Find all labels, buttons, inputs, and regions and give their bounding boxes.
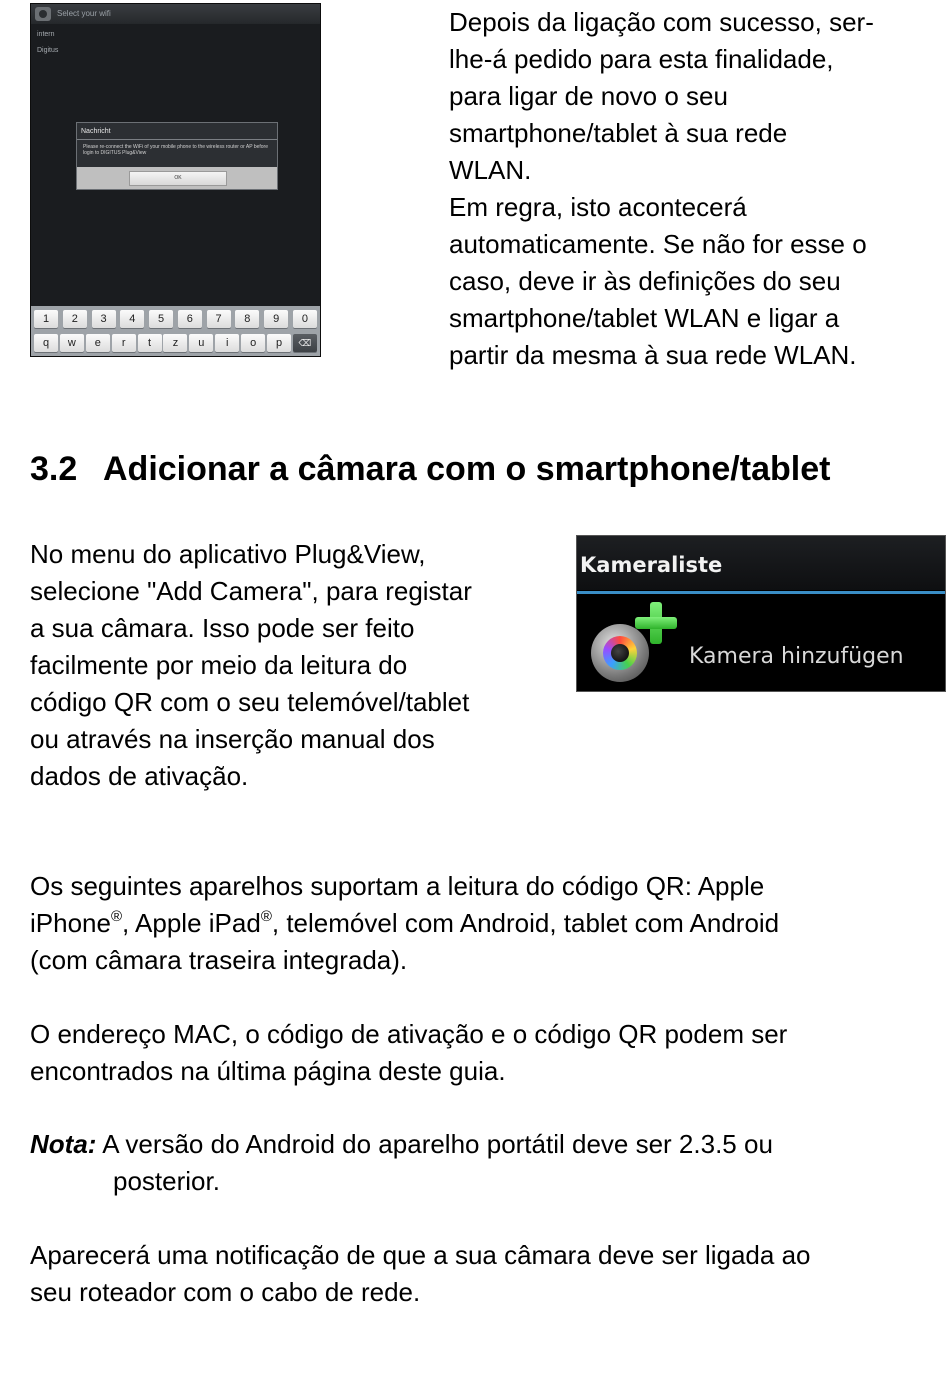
text-line: seu roteador com o cabo de rede. (30, 1277, 421, 1307)
text-line: Em regra, isto acontecerá (449, 192, 747, 222)
on-screen-keyboard (31, 306, 320, 356)
key-8[interactable]: 8 (235, 310, 259, 328)
letter-key-row (34, 334, 317, 352)
camera-list-screenshot (576, 535, 946, 692)
text-line: dados de ativação. (30, 761, 249, 791)
registered-mark: ® (260, 908, 272, 925)
camera-list-title: Kameraliste (580, 553, 723, 577)
note-paragraph (30, 1126, 930, 1200)
lens-core (611, 644, 629, 662)
key-4[interactable]: 4 (120, 310, 144, 328)
text-line: (com câmara traseira integrada). (30, 945, 408, 975)
note-text: A versão do Android do aparelho portátil deve ser 2.3.5 ou (96, 1129, 773, 1159)
text-fragment: , Apple iPad (122, 908, 261, 938)
text-line: partir da mesma à sua rede WLAN. (449, 340, 857, 370)
section-title: Adicionar a câmara com o smartphone/tablet (103, 450, 831, 488)
reconnect-dialog (76, 122, 278, 190)
header-divider (577, 591, 945, 594)
section-heading (30, 447, 930, 491)
note-continuation: posterior. (113, 1166, 220, 1196)
dialog-message: Please re-connect the WiFi of your mobile phone to the wireless router or AP before login to DIGITUS Plug&View (83, 144, 269, 156)
ok-button[interactable]: OK (129, 171, 227, 186)
text-fragment: , telemóvel com Android, tablet com Android (271, 908, 780, 938)
text-line: facilmente por meio da leitura do (30, 650, 408, 680)
key-6[interactable]: 6 (178, 310, 202, 328)
key-p[interactable]: p (267, 334, 291, 352)
text-line: para ligar de novo o seu (449, 81, 728, 111)
wifi-network-item[interactable]: intern (37, 31, 55, 38)
text-line: WLAN. (449, 155, 532, 185)
text-line: caso, deve ir às definições do seu (449, 266, 841, 296)
registered-mark: ® (110, 908, 123, 925)
key-t[interactable]: t (138, 334, 162, 352)
wifi-network-item[interactable]: Digitus (37, 47, 59, 54)
text-line: a sua câmara. Isso pode ser feito (30, 613, 415, 643)
text-line: No menu do aplicativo Plug&View, (30, 539, 426, 569)
text-fragment: iPhone (30, 908, 111, 938)
text-line: smartphone/tablet WLAN e ligar a (449, 303, 840, 333)
key-e[interactable]: e (86, 334, 110, 352)
text-line: lhe-á pedido para esta finalidade, (449, 44, 834, 74)
key-3[interactable]: 3 (92, 310, 116, 328)
text-line: encontrados na última página deste guia. (30, 1056, 506, 1086)
mac-address-paragraph (30, 1016, 930, 1090)
key-o[interactable]: o (241, 334, 265, 352)
note-label: Nota: (30, 1129, 97, 1159)
key-w[interactable]: w (60, 334, 84, 352)
add-camera-label[interactable]: Kamera hinzufügen (689, 644, 904, 669)
section-number: 3.2 (30, 450, 78, 488)
text-line: O endereço MAC, o código de ativação e o código QR podem ser (30, 1019, 788, 1049)
camera-list-header (577, 536, 945, 590)
number-key-row (34, 310, 317, 328)
text-line: Depois da ligação com sucesso, ser- (449, 7, 874, 37)
key-5[interactable]: 5 (149, 310, 173, 328)
key-1[interactable]: 1 (34, 310, 58, 328)
app-icon (35, 7, 51, 21)
wifi-title: Select your wifi (57, 9, 111, 18)
text-line: código QR com o seu telemóvel/tablet (30, 687, 470, 717)
key-7[interactable]: 7 (207, 310, 231, 328)
key-0[interactable]: 0 (293, 310, 317, 328)
key-u[interactable]: u (189, 334, 213, 352)
key-q[interactable]: q (34, 334, 58, 352)
text-line: automaticamente. Se não for esse o (449, 229, 867, 259)
key-r[interactable]: r (112, 334, 136, 352)
notification-paragraph (30, 1237, 930, 1311)
qr-support-paragraph (30, 868, 930, 979)
key-z[interactable]: z (163, 334, 187, 352)
key-i[interactable]: i (215, 334, 239, 352)
dialog-footer (77, 167, 277, 189)
add-camera-instructions (30, 536, 550, 795)
text-line: smartphone/tablet à sua rede (449, 118, 788, 148)
reconnect-instructions (449, 4, 939, 374)
lens-ring (603, 636, 637, 670)
text-line: ou através na inserção manual dos (30, 724, 435, 754)
key-9[interactable]: 9 (264, 310, 288, 328)
phone-screenshot (30, 3, 321, 357)
key-2[interactable]: 2 (63, 310, 87, 328)
delete-key-icon[interactable]: ⌫ (293, 334, 317, 352)
add-plus-icon[interactable] (635, 602, 677, 644)
text-line: Os seguintes aparelhos suportam a leitura do código QR: Apple (30, 871, 765, 901)
dialog-divider (77, 139, 277, 140)
text-line: selecione "Add Camera", para registar (30, 576, 472, 606)
text-line: Aparecerá uma notificação de que a sua câmara deve ser ligada ao (30, 1240, 811, 1270)
dialog-title: Nachricht (81, 128, 111, 135)
wifi-title-bar (31, 4, 320, 24)
